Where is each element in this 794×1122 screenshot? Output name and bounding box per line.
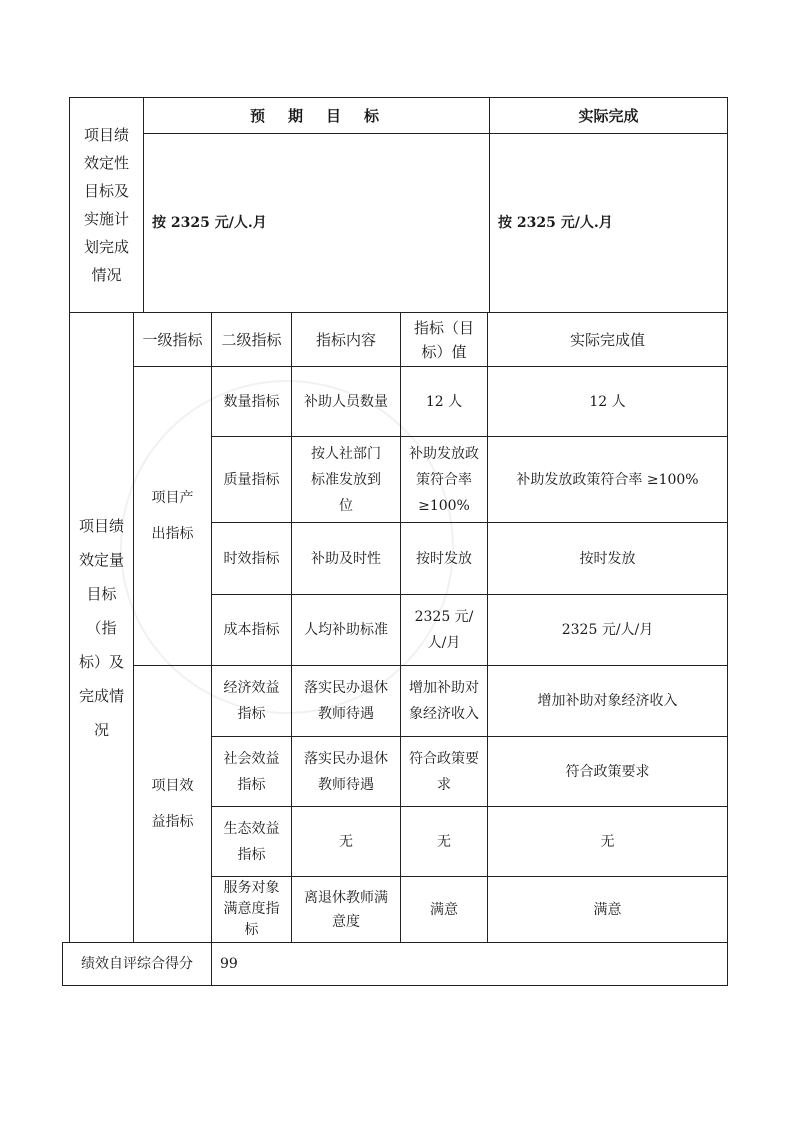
score-value: 99: [220, 956, 238, 972]
row-level2: 时效指标: [223, 550, 280, 567]
row-content: 落实民办退休教师待遇: [304, 750, 388, 793]
actual-completion-text: 按 2325 元/人.月: [498, 215, 613, 231]
row-level2: 生态效益指标: [223, 820, 280, 863]
row-level2: 质量指标: [223, 471, 280, 488]
row-actual: 满意: [593, 901, 622, 918]
header-target: 指标（目标）值: [413, 318, 474, 361]
table-border-bottom: [62, 985, 728, 986]
header-actual: 实际完成值: [569, 330, 645, 349]
section2-row-label: [70, 313, 133, 942]
expected-goal-text: 按 2325 元/人.月: [152, 215, 267, 231]
row-actual: 无: [600, 833, 615, 850]
row-target: 满意: [430, 901, 458, 918]
row-actual: 12 人: [589, 393, 626, 410]
row-target: 2325 元/人/月: [414, 609, 474, 651]
row-target: 无: [437, 833, 451, 850]
header-level2: 二级指标: [221, 330, 282, 349]
row-level2: 服务对象满意度指标: [223, 880, 280, 938]
row-content: 按人社部门标准发放到位: [311, 445, 381, 514]
row-target: 增加补助对象经济收入: [409, 680, 479, 722]
group-benefit-text: 项目效益指标: [151, 778, 194, 830]
row-actual: 按时发放: [579, 550, 636, 567]
row-actual: 增加补助对象经济收入: [537, 693, 678, 709]
expected-goal-header: 预 期 目 标: [249, 106, 383, 125]
row-content: 无: [339, 833, 353, 850]
group-output-text: 项目产出指标: [151, 490, 194, 542]
score-label: 绩效自评综合得分: [81, 956, 193, 972]
section2-row-label-text: 项目绩效定量目标（指标）及完成情况: [78, 516, 124, 739]
row-actual: 符合政策要求: [565, 763, 650, 780]
row-content: 落实民办退休教师待遇: [304, 680, 388, 722]
row-target: 符合政策要求: [409, 750, 479, 793]
row-target: 12 人: [425, 393, 463, 410]
section1-row-label: [70, 98, 143, 312]
row-content: 补助及时性: [311, 550, 381, 567]
row-level2: 数量指标: [223, 393, 280, 410]
row-level2: 成本指标: [223, 622, 280, 638]
actual-completion-header: 实际完成: [578, 106, 639, 125]
row-content: 人均补助标准: [304, 622, 388, 638]
table-border-right: [727, 97, 728, 985]
group-output: [134, 367, 211, 665]
header-content: 指标内容: [315, 330, 376, 349]
row-target: 按时发放: [416, 550, 472, 567]
row-level2: 经济效益指标: [223, 680, 280, 722]
row-actual: 补助发放政策符合率 ≥100%: [516, 471, 699, 488]
row-level2: 社会效益指标: [223, 750, 280, 793]
row-actual: 2325 元/人/月: [561, 622, 654, 638]
row-target: 补助发放政策符合率 ≥100%: [409, 445, 479, 514]
header-level1: 一级指标: [142, 330, 203, 349]
section1-row-label-text: 项目绩效定性目标及实施计划完成情况: [83, 126, 129, 284]
row-content: 离退休教师满意度: [304, 889, 388, 930]
row-content: 补助人员数量: [304, 393, 388, 410]
group-benefit: [134, 666, 211, 942]
